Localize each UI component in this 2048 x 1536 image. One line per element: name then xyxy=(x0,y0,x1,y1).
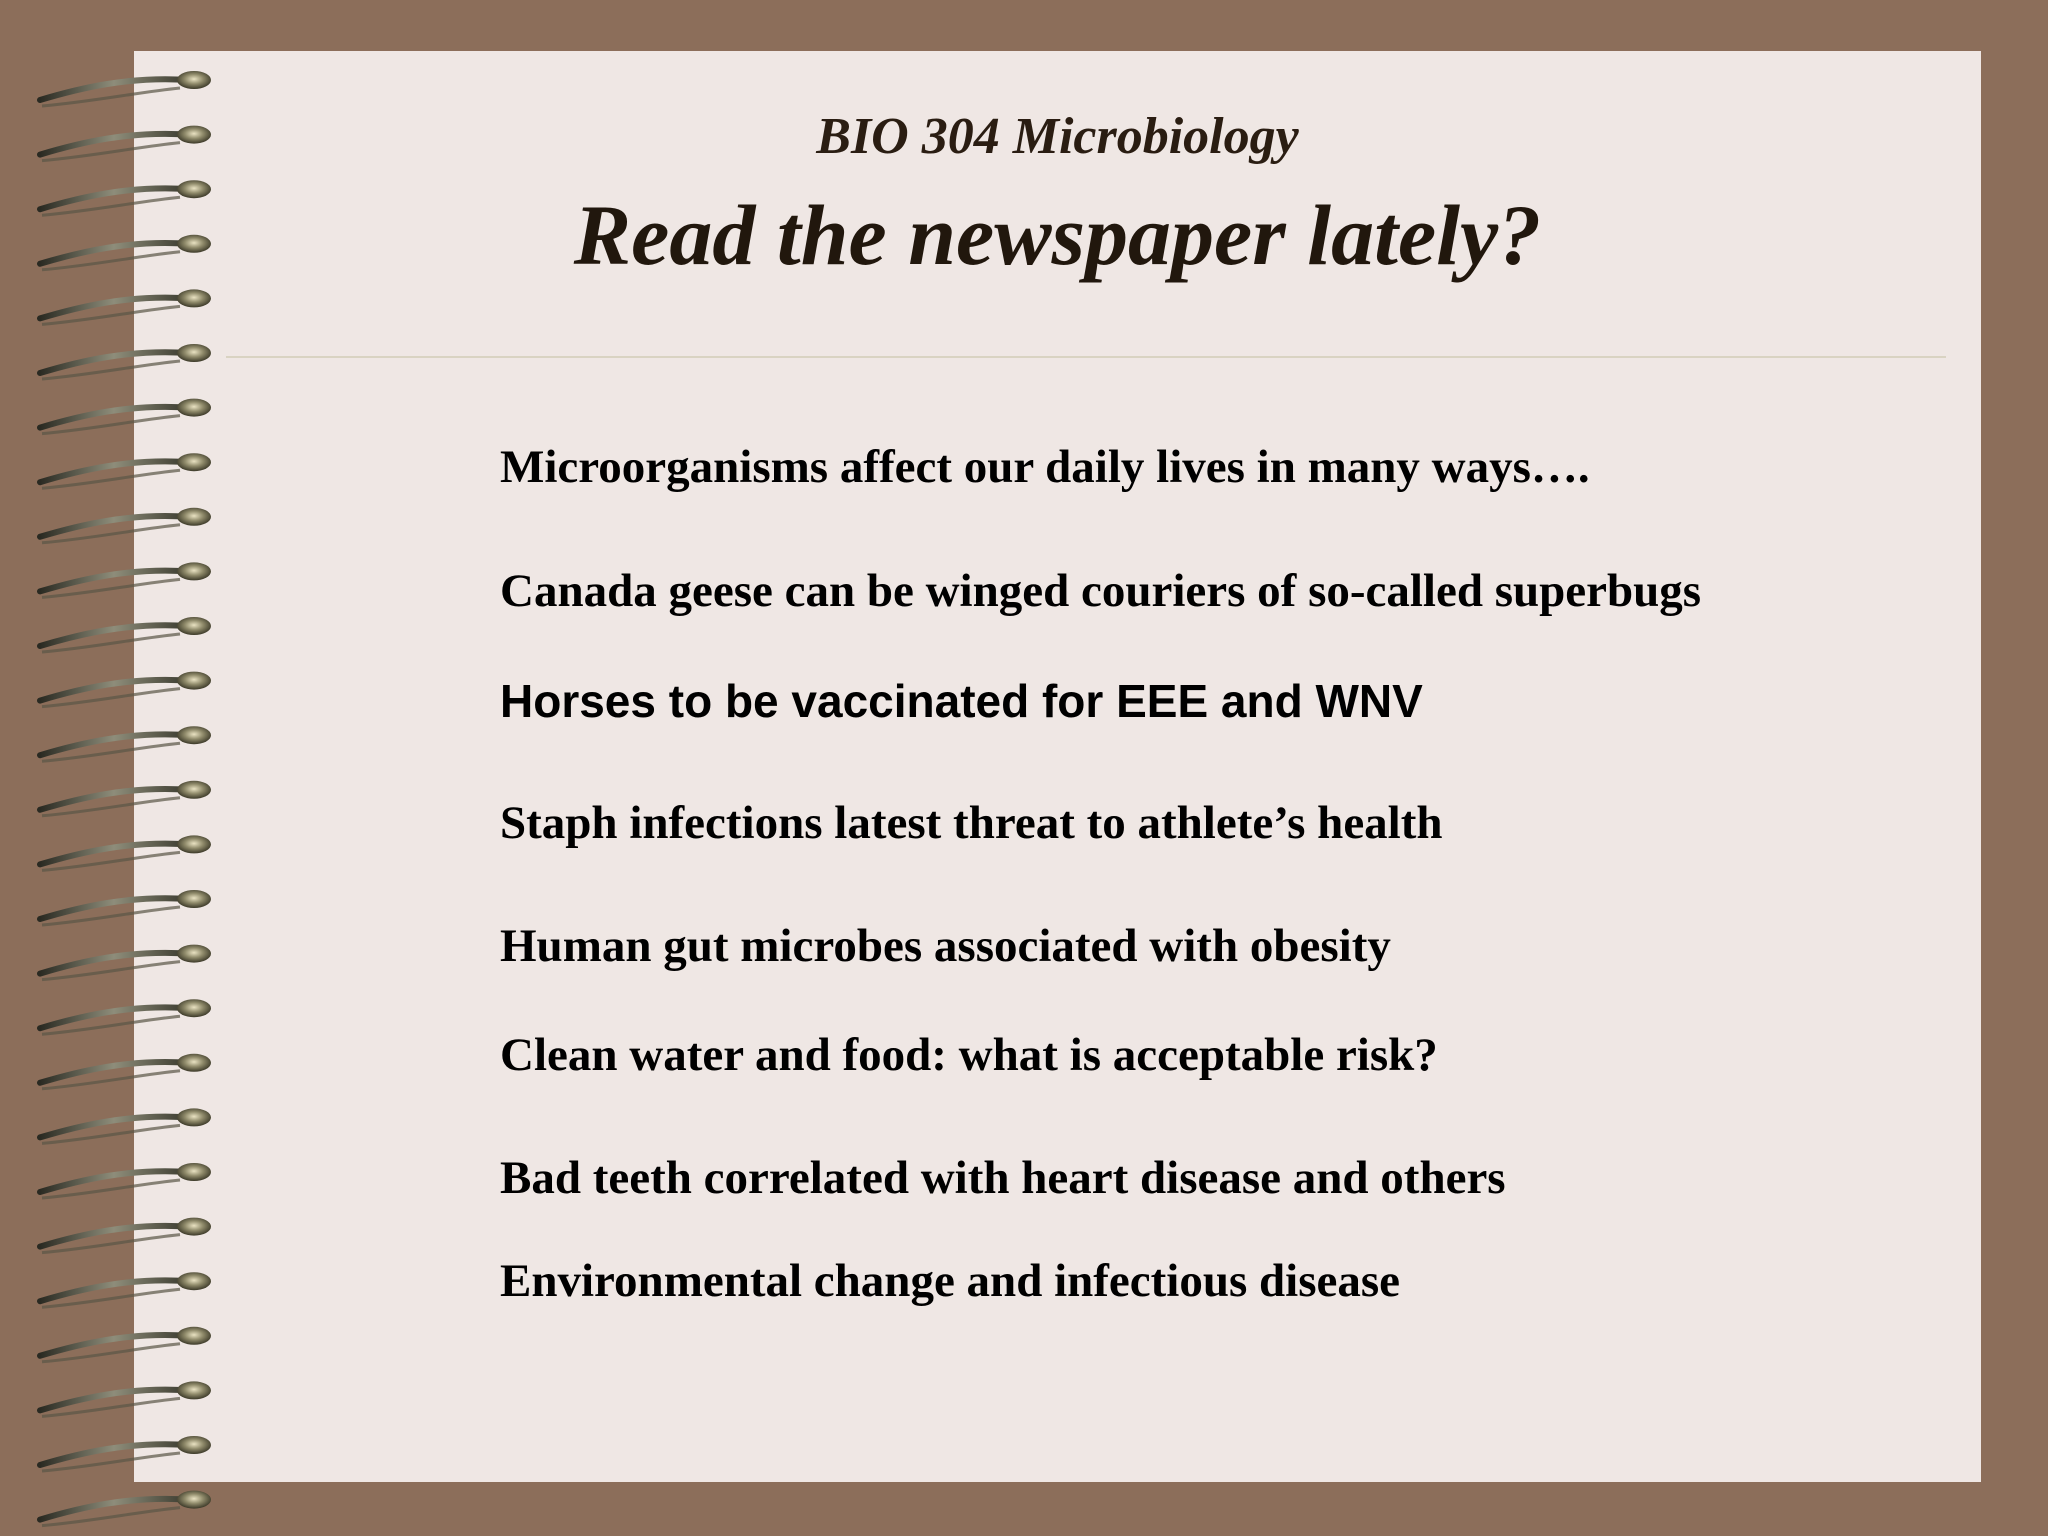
ring-hole xyxy=(177,1272,211,1290)
ring-hole xyxy=(177,672,211,690)
slide-title: Read the newspaper lately? xyxy=(573,187,1542,283)
ring-hole xyxy=(177,1218,211,1236)
ring-hole xyxy=(177,289,211,307)
list-item: Staph infections latest threat to athlete’s health xyxy=(500,797,1443,849)
ring-hole xyxy=(177,999,211,1017)
list-item: Environmental change and infectious disease xyxy=(500,1255,1401,1307)
list-item: Horses to be vaccinated for EEE and WNV xyxy=(500,675,1423,727)
ring-hole xyxy=(177,890,211,908)
ring-hole xyxy=(177,1381,211,1399)
list-item: Bad teeth correlated with heart disease and others xyxy=(500,1152,1506,1204)
course-subtitle: BIO 304 Microbiology xyxy=(816,108,1299,165)
ring-hole xyxy=(177,1163,211,1181)
ring-hole xyxy=(177,1108,211,1126)
ring-hole xyxy=(177,945,211,963)
ring-hole xyxy=(177,508,211,526)
ring-hole xyxy=(177,1491,211,1509)
ring-hole xyxy=(177,344,211,362)
ring-hole xyxy=(177,1054,211,1072)
ring-hole xyxy=(177,781,211,799)
list-item: Human gut microbes associated with obesity xyxy=(500,920,1391,972)
ring-hole xyxy=(177,1436,211,1454)
ring-hole xyxy=(177,71,211,89)
ring-hole xyxy=(177,399,211,417)
ring-hole xyxy=(177,617,211,635)
ring-hole xyxy=(177,562,211,580)
list-item: Clean water and food: what is acceptable risk? xyxy=(500,1029,1438,1081)
list-item: Canada geese can be winged couriers of so-called superbugs xyxy=(500,565,1702,617)
ring-hole xyxy=(177,1327,211,1345)
ring-hole xyxy=(177,453,211,471)
ring-hole xyxy=(177,726,211,744)
divider xyxy=(226,356,1946,358)
ring-hole xyxy=(177,835,211,853)
list-item: Microorganisms affect our daily lives in many ways…. xyxy=(500,441,1590,493)
